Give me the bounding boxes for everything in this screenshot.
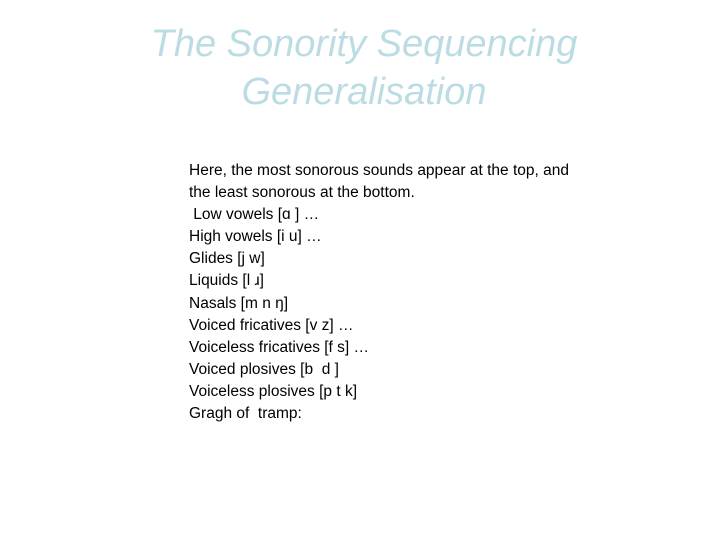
slide-body [189,160,569,425]
list-item-voiced-plosives: Voiced plosives [b d ] [189,360,339,378]
list-item-liquids: Liquids [l ɹ] [189,272,264,290]
list-item-voiceless-plosives: Voiceless plosives [p t k] [189,382,357,400]
list-item-high-vowels: High vowels [i u] … [189,228,322,246]
slide-title-line-1: The Sonority Sequencing [150,23,578,65]
slide-title [0,20,728,116]
list-item-graph-label: Gragh of tramp: [189,405,302,423]
list-item-low-vowels: Low vowels [ɑ ] … [189,206,320,224]
list-item-voiced-fricatives: Voiced fricatives [v z] … [189,316,354,334]
slide-title-line-2: Generalisation [241,71,487,113]
list-item-nasals: Nasals [m n ŋ] [189,294,289,312]
list-item-glides: Glides [j w] [189,250,265,268]
intro-paragraph: Here, the most sonorous sounds appear at the top, and the least sonorous at the bottom. [189,162,569,202]
list-item-voiceless-fricatives: Voiceless fricatives [f s] … [189,338,370,356]
